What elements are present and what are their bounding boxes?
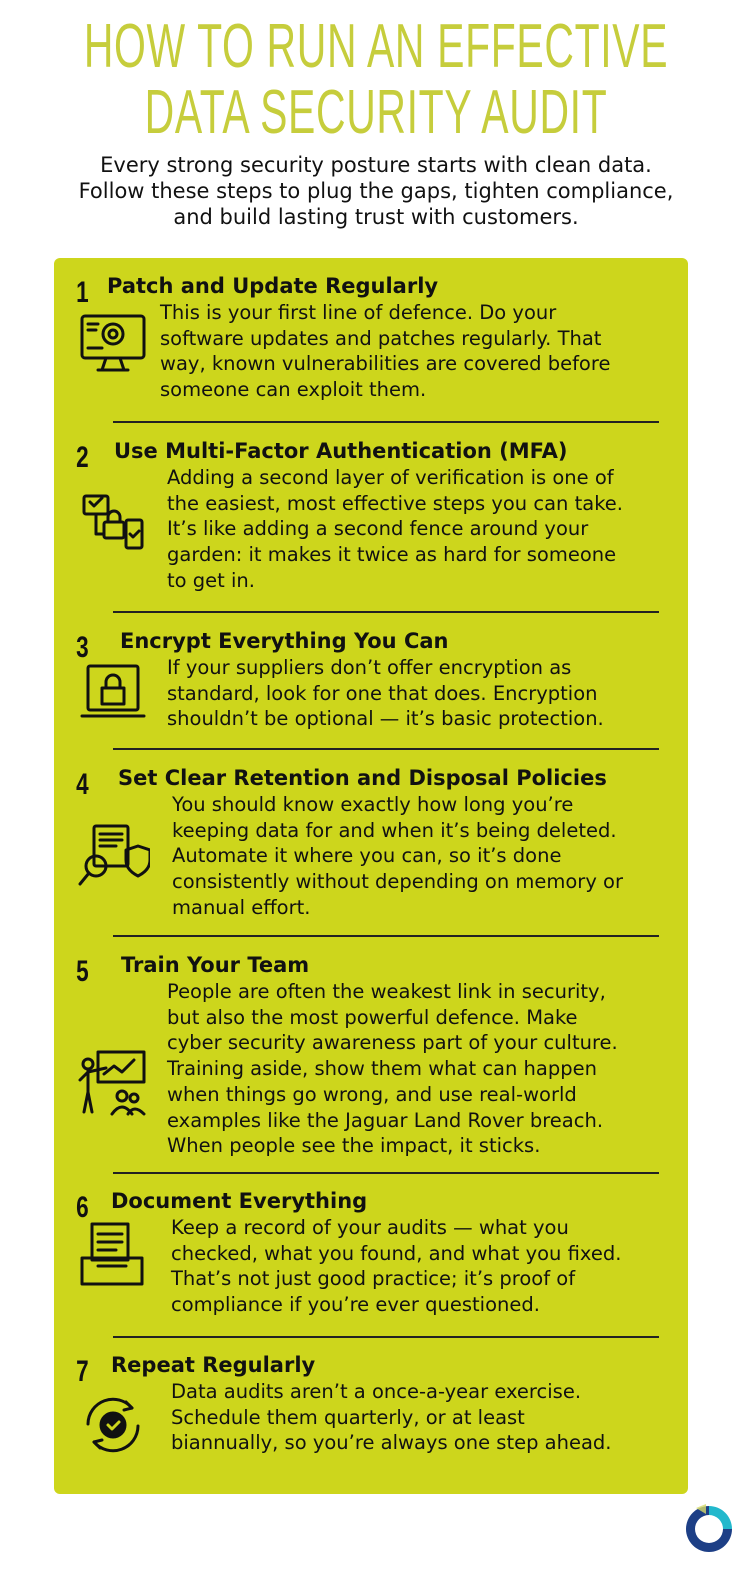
step-number: 3	[76, 631, 89, 664]
step-text	[172, 792, 623, 921]
section-divider	[113, 421, 659, 423]
step-text-line: software updates and patches regularly. That	[160, 326, 602, 350]
section-divider	[113, 1336, 659, 1338]
devices-lock-icon	[76, 490, 150, 564]
step-text-line: Automate it where you can, so it’s done	[172, 844, 562, 868]
step-text-line: If your suppliers don’t offer encryption as	[167, 656, 572, 679]
laptop-lock-icon	[76, 658, 150, 732]
step-number: 5	[76, 955, 89, 988]
step-text-line: It’s like adding a second fence around your	[167, 517, 589, 541]
step-text-line: garden: it makes it twice as hard for someone	[167, 543, 617, 567]
step-title: Use Multi-Factor Authentication (MFA)	[114, 439, 568, 463]
monitor-gear-icon	[76, 308, 150, 382]
step-text-line: That’s not just good practice; it’s proof of	[171, 1267, 576, 1291]
step-text-line: but also the most powerful defence. Make	[167, 1005, 578, 1029]
step-text-line: keeping data for and when it’s being deleted.	[172, 818, 617, 842]
step-text-line: standard, look for one that does. Encryption	[167, 681, 598, 705]
presentation-team-icon	[76, 1048, 150, 1122]
step-text-line: compliance if you’re ever questioned.	[171, 1293, 540, 1317]
step-text-line: checked, what you found, and what you fixed.	[171, 1241, 622, 1265]
cycle-gear-icon	[76, 1388, 150, 1462]
brand-logo	[682, 1502, 736, 1556]
section-divider	[113, 935, 659, 937]
title-line: HOW TO RUN AN EFFECTIVE	[83, 12, 669, 81]
step-text-line: someone can exploit them.	[160, 378, 427, 402]
step-title: Repeat Regularly	[111, 1353, 316, 1377]
step-text-line: cyber security awareness part of your culture.	[167, 1031, 618, 1055]
file-archive-icon	[76, 1220, 150, 1294]
step-text	[167, 465, 623, 594]
subtitle-line: Follow these steps to plug the gaps, tighten compliance,	[78, 179, 674, 203]
step-text-line: consistently without depending on memory or	[172, 870, 624, 894]
step-text-line: This is your first line of defence. Do your	[160, 301, 557, 324]
step-number: 7	[76, 1355, 89, 1388]
step-title: Patch and Update Regularly	[107, 274, 439, 298]
step-text	[167, 979, 618, 1159]
step-text	[171, 1379, 612, 1456]
steps-card	[54, 258, 688, 1494]
step-text-line: examples like the Jaguar Land Rover breach.	[167, 1108, 604, 1132]
step-text	[171, 1215, 621, 1318]
document-shield-search-icon	[76, 820, 150, 894]
page-title	[0, 14, 752, 146]
section-divider	[113, 611, 659, 613]
step-text-line: Schedule them quarterly, or at least	[171, 1405, 525, 1429]
step-text-line: shouldn’t be optional — it’s basic protection.	[167, 707, 604, 731]
step-text-line: manual effort.	[172, 895, 311, 919]
step-text-line: the easiest, most effective steps you can take.	[167, 491, 623, 515]
step-text-line: to get in.	[167, 568, 255, 592]
step-title: Train Your Team	[121, 953, 310, 977]
step-text-line: Training aside, show them what can happen	[167, 1057, 597, 1081]
step-number: 2	[76, 441, 89, 474]
subtitle	[0, 152, 752, 230]
subtitle-line: Every strong security posture starts with clean data.	[100, 153, 652, 177]
step-text-line: People are often the weakest link in security,	[167, 980, 606, 1003]
step-text-line: Adding a second layer of verification is one of	[167, 466, 614, 489]
step-text-line: way, known vulnerabilities are covered before	[160, 352, 611, 376]
step-number: 1	[76, 276, 89, 309]
step-text-line: when things go wrong, and use real-world	[167, 1082, 577, 1106]
step-title: Encrypt Everything You Can	[120, 629, 449, 653]
step-text-line: Data audits aren’t a once-a-year exercise.	[171, 1380, 582, 1403]
step-text-line: Keep a record of your audits — what you	[171, 1216, 569, 1239]
step-number: 6	[76, 1191, 89, 1224]
subtitle-line: and build lasting trust with customers.	[173, 205, 579, 229]
step-text-line: You should know exactly how long you’re	[172, 793, 574, 816]
step-title: Document Everything	[111, 1189, 368, 1213]
title-line: DATA SECURITY AUDIT	[144, 78, 608, 147]
step-text-line: When people see the impact, it sticks.	[167, 1134, 541, 1158]
step-text	[167, 655, 604, 732]
step-number: 4	[76, 768, 89, 801]
step-text	[160, 300, 610, 403]
step-text-line: biannually, so you’re always one step ahead.	[171, 1431, 612, 1455]
step-title: Set Clear Retention and Disposal Policies	[118, 766, 607, 790]
section-divider	[113, 748, 659, 750]
section-divider	[113, 1172, 659, 1174]
